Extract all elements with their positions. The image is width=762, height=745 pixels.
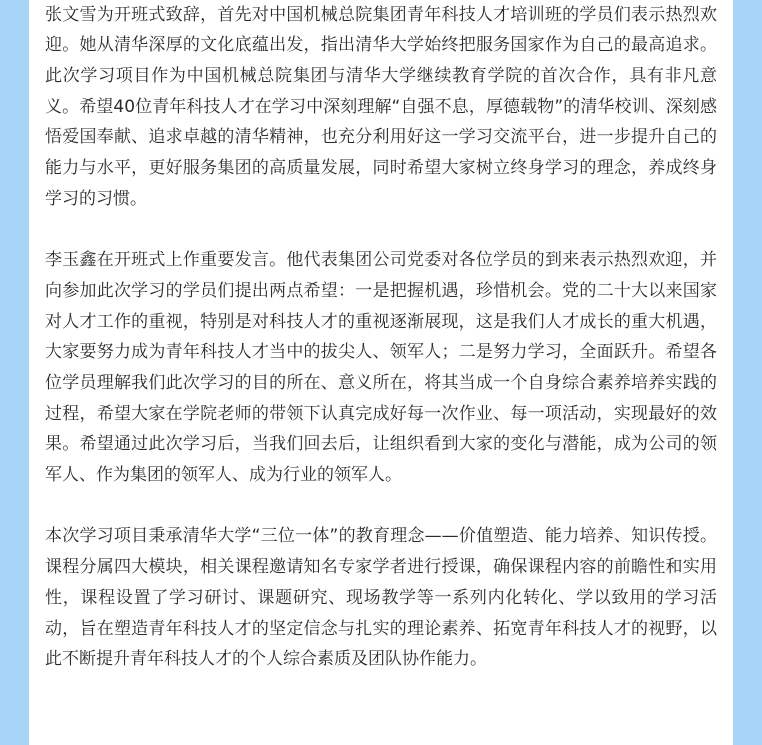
article-card	[29, 0, 733, 745]
article-paragraph-3: 本次学习项目秉承清华大学“三位一体”的教育理念——价值塑造、能力培养、知识传授。课程分属四大模块，相关课程邀请知名专家学者进行授课，确保课程内容的前瞻性和实用性，课程设置了学习研讨、课题研究、现场教学等一系列内化转化、学以致用的学习活动，旨在塑造青年科技人才的坚定信念与扎实的理论素养、拓宽青年科技人才的视野，以此不断提升青年科技人才的个人综合素质及团队协作能力。	[45, 526, 717, 670]
article-paragraph-2: 李玉鑫在开班式上作重要发言。他代表集团公司党委对各位学员的到来表示热烈欢迎，并向参加此次学习的学员们提出两点希望：一是把握机遇，珍惜机会。党的二十大以来国家对人才工作的重视，特别是对科技人才的重视逐渐展现，这是我们人才成长的重大机遇，大家要努力成为青年科技人才当中的拔尖人、领军人；二是努力学习，全面跃升。希望各位学员理解我们此次学习的目的所在、意义所在，将其当成一个自身综合素养培养实践的过程，希望大家在学院老师的带领下认真完成好每一次作业、每一项活动，实现最好的效果。希望通过此次学习后，当我们回去后，让组织看到大家的变化与潜能，成为公司的领军人、作为集团的领军人、成为行业的领军人。	[45, 250, 717, 486]
article-paragraph-1: 张文雪为开班式致辞，首先对中国机械总院集团青年科技人才培训班的学员们表示热烈欢迎。她从清华深厚的文化底蕴出发，指出清华大学始终把服务国家作为自己的最高追求。此次学习项目作为中国机械总院集团与清华大学继续教育学院的首次合作，具有非凡意义。希望40位青年科技人才在学习中深刻理解“自强不息，厚德载物”的清华校训、深刻感悟爱国奉献、追求卓越的清华精神，也充分利用好这一学习交流平台，进一步提升自己的能力与水平，更好服务集团的高质量发展，同时希望大家树立终身学习的理念，养成终身学习的习惯。	[45, 4, 717, 209]
paragraph-spacer	[45, 214, 717, 245]
paragraph-spacer	[45, 491, 717, 522]
